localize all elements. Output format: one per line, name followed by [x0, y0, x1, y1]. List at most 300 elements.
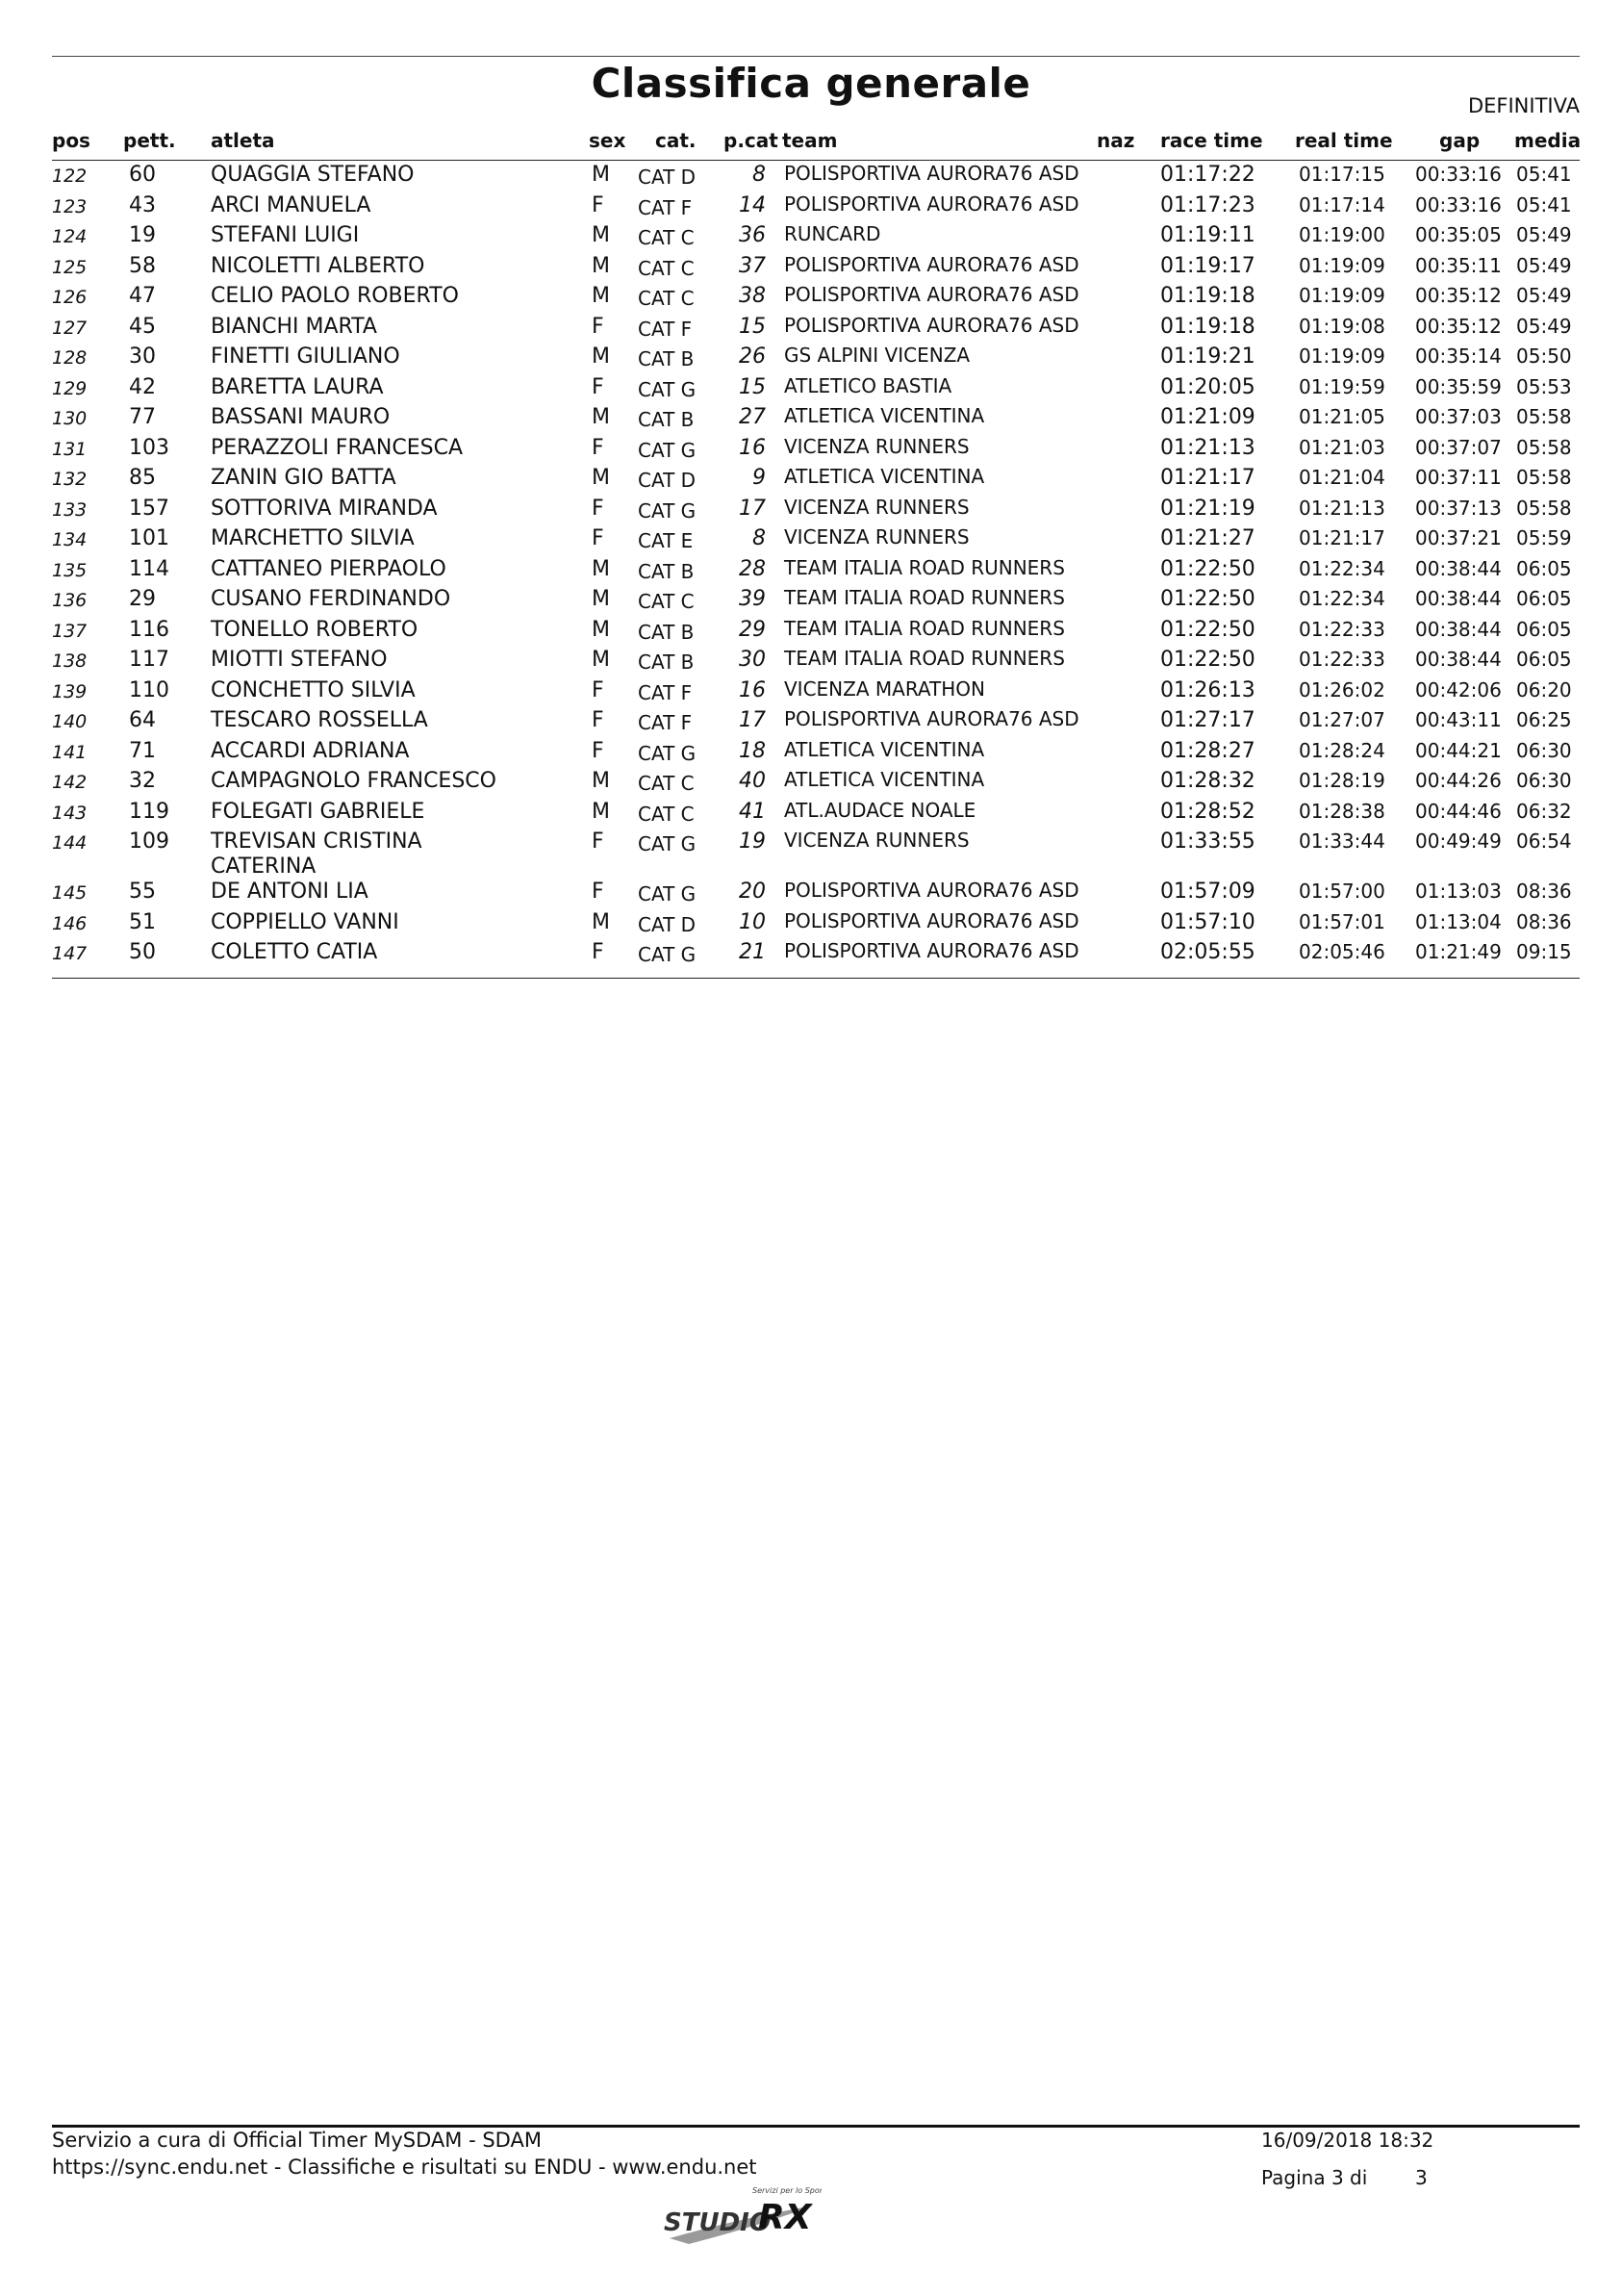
cell-race-time: 01:22:50: [1160, 648, 1255, 672]
table-row: [0, 908, 1622, 938]
cell-team: VICENZA RUNNERS: [784, 495, 970, 519]
cell-real-time: 01:33:44: [1299, 829, 1385, 853]
cell-gap: 00:49:49: [1415, 829, 1502, 853]
cell-category-position: 14: [739, 192, 766, 217]
cell-category: CAT B: [638, 347, 695, 370]
cell-race-time: 01:28:27: [1160, 738, 1255, 763]
cell-gap: 01:13:03: [1415, 880, 1502, 903]
cell-real-time: 01:19:09: [1299, 344, 1385, 368]
cell-category: CAT F: [638, 195, 693, 219]
cell-athlete: CATTANEO PIERPAOLO: [211, 556, 446, 581]
cell-team: RUNCARD: [784, 222, 881, 245]
cell-pett: 42: [129, 374, 156, 399]
cell-race-time: 01:21:17: [1160, 466, 1255, 490]
footer-page-total: 3: [1415, 2166, 1428, 2189]
cell-category-position: 16: [739, 677, 766, 702]
cell-category: CAT C: [638, 256, 695, 280]
page-title: Classifica generale: [591, 60, 1031, 107]
cell-real-time: 01:19:09: [1299, 284, 1385, 307]
cell-team: TEAM ITALIA ROAD RUNNERS: [784, 647, 1065, 670]
table-row: [0, 938, 1622, 968]
cell-pett: 32: [129, 769, 156, 793]
cell-category: CAT C: [638, 287, 695, 310]
cell-team: ATLETICO BASTIA: [784, 373, 952, 397]
cell-pace: 06:30: [1516, 738, 1572, 762]
cell-athlete: TONELLO ROBERTO: [211, 617, 418, 642]
cell-race-time: 01:17:22: [1160, 163, 1255, 187]
cell-category-position: 15: [739, 314, 766, 339]
cell-sex: F: [592, 708, 604, 732]
table-row: [0, 706, 1622, 736]
cell-team: POLISPORTIVA AURORA76 ASD: [784, 283, 1079, 306]
cell-race-time: 01:21:19: [1160, 496, 1255, 521]
cell-athlete: STEFANI LUIGI: [211, 223, 360, 247]
cell-athlete: TESCARO ROSSELLA: [211, 708, 428, 732]
col-pett: pett.: [123, 129, 176, 152]
cell-gap: 00:35:59: [1415, 374, 1502, 398]
cell-pace: 05:49: [1516, 284, 1572, 307]
cell-race-time: 01:22:50: [1160, 587, 1255, 611]
cell-pos: 124: [52, 226, 88, 247]
cell-pett: 60: [129, 163, 156, 187]
cell-category: CAT B: [638, 651, 695, 674]
cell-pos: 144: [52, 832, 88, 854]
cell-real-time: 01:19:59: [1299, 374, 1385, 398]
cell-category: CAT D: [638, 469, 697, 492]
table-row: [0, 464, 1622, 494]
cell-team: VICENZA RUNNERS: [784, 829, 970, 852]
col-atleta: atleta: [211, 129, 275, 152]
cell-team: POLISPORTIVA AURORA76 ASD: [784, 879, 1079, 902]
cell-pace: 05:49: [1516, 223, 1572, 246]
cell-race-time: 01:19:18: [1160, 314, 1255, 339]
status-label: DEFINITIVA: [1467, 94, 1580, 117]
cell-team: POLISPORTIVA AURORA76 ASD: [784, 908, 1079, 932]
cell-team: VICENZA RUNNERS: [784, 434, 970, 458]
cell-sex: F: [592, 677, 604, 702]
cell-category-position: 37: [739, 253, 766, 278]
cell-category: CAT C: [638, 590, 695, 613]
cell-category: CAT G: [638, 943, 697, 966]
cell-real-time: 01:22:34: [1299, 587, 1385, 610]
cell-category: CAT G: [638, 741, 697, 765]
cell-category: CAT C: [638, 772, 695, 795]
cell-race-time: 01:33:55: [1160, 829, 1255, 854]
cell-sex: M: [592, 799, 610, 824]
cell-athlete: FOLEGATI GABRIELE: [211, 799, 425, 824]
cell-gap: 01:13:04: [1415, 909, 1502, 933]
cell-category-position: 9: [752, 466, 766, 490]
cell-pos: 146: [52, 912, 88, 934]
cell-pace: 05:49: [1516, 314, 1572, 338]
cell-category: CAT G: [638, 882, 697, 906]
cell-team: ATLETICA VICENTINA: [784, 768, 985, 791]
cell-pett: 47: [129, 284, 156, 308]
cell-real-time: 01:21:04: [1299, 466, 1385, 489]
cell-athlete: CUSANO FERDINANDO: [211, 587, 451, 611]
table-row: [0, 343, 1622, 372]
cell-pos: 142: [52, 772, 88, 793]
cell-team: ATLETICA VICENTINA: [784, 737, 985, 761]
cell-pett: 114: [129, 556, 169, 581]
cell-team: VICENZA RUNNERS: [784, 525, 970, 548]
col-real-time: real time: [1295, 129, 1393, 152]
cell-real-time: 01:57:00: [1299, 880, 1385, 903]
cell-category: CAT F: [638, 317, 693, 341]
cell-real-time: 01:26:02: [1299, 677, 1385, 702]
cell-sex: M: [592, 163, 610, 187]
cell-pace: 06:05: [1516, 587, 1572, 610]
col-team: team: [782, 129, 838, 152]
cell-gap: 00:44:46: [1415, 799, 1502, 823]
col-media: media: [1514, 129, 1582, 152]
cell-pace: 05:58: [1516, 435, 1572, 459]
cell-team: POLISPORTIVA AURORA76 ASD: [784, 313, 1079, 337]
cell-pett: 157: [129, 496, 169, 521]
cell-sex: M: [592, 587, 610, 611]
svg-text:STUDIO: STUDIO: [664, 2208, 771, 2237]
cell-category: CAT G: [638, 832, 697, 855]
cell-pos: 135: [52, 559, 88, 581]
cell-pos: 132: [52, 469, 88, 490]
table-bottom-rule: [52, 978, 1580, 979]
top-rule: [52, 56, 1580, 57]
cell-category: CAT B: [638, 408, 695, 431]
table-row: [0, 161, 1622, 191]
cell-athlete: COLETTO CATIA: [211, 940, 378, 964]
table-row: [0, 403, 1622, 433]
cell-pace: 08:36: [1516, 880, 1572, 903]
cell-sex: M: [592, 648, 610, 672]
cell-category: CAT B: [638, 559, 695, 583]
cell-pett: 19: [129, 223, 156, 247]
table-row: [0, 221, 1622, 251]
cell-pett: 55: [129, 880, 156, 904]
table-row: [0, 828, 1622, 878]
table-row: [0, 555, 1622, 585]
cell-category-position: 38: [739, 284, 766, 308]
cell-category-position: 18: [739, 738, 766, 763]
cell-pett: 50: [129, 940, 156, 964]
cell-sex: F: [592, 435, 604, 460]
svg-text:RX: RX: [758, 2198, 812, 2237]
cell-category: CAT F: [638, 680, 693, 704]
cell-pos: 134: [52, 529, 88, 550]
cell-pett: 103: [129, 435, 169, 460]
cell-category-position: 8: [752, 163, 766, 187]
cell-real-time: 01:17:14: [1299, 192, 1385, 217]
footer-datetime: 16/09/2018 18:32: [1261, 2129, 1434, 2152]
cell-real-time: 01:22:34: [1299, 556, 1385, 580]
cell-sex: M: [592, 909, 610, 934]
col-pos: pos: [52, 129, 90, 152]
cell-team: ATLETICA VICENTINA: [784, 465, 985, 488]
cell-race-time: 01:21:09: [1160, 405, 1255, 429]
cell-real-time: 01:17:15: [1299, 163, 1385, 186]
col-gap: gap: [1439, 129, 1481, 152]
table-row: [0, 191, 1622, 221]
cell-pace: 08:36: [1516, 909, 1572, 933]
cell-category: CAT D: [638, 912, 697, 936]
table-row: [0, 798, 1622, 828]
cell-pett: 43: [129, 192, 156, 217]
col-naz: naz: [1097, 129, 1135, 152]
cell-athlete: DE ANTONI LIA: [211, 880, 368, 904]
cell-gap: 00:37:11: [1415, 466, 1502, 489]
cell-athlete: ACCARDI ADRIANA: [211, 738, 410, 763]
table-row: [0, 495, 1622, 524]
cell-athlete: BASSANI MAURO: [211, 405, 391, 429]
cell-gap: 00:33:16: [1415, 163, 1502, 186]
cell-sex: F: [592, 829, 604, 854]
cell-gap: 00:38:44: [1415, 648, 1502, 671]
cell-team: POLISPORTIVA AURORA76 ASD: [784, 191, 1079, 216]
cell-race-time: 01:26:13: [1160, 677, 1255, 702]
cell-category-position: 41: [739, 799, 766, 824]
table-row: [0, 737, 1622, 767]
cell-category-position: 17: [739, 708, 766, 732]
footer-service: Servizio a cura di Official Timer MySDAM - SDAM: [52, 2129, 542, 2152]
cell-athlete: CELIO PAOLO ROBERTO: [211, 284, 459, 308]
cell-gap: 00:42:06: [1415, 677, 1502, 702]
cell-sex: M: [592, 344, 610, 369]
table-row: [0, 767, 1622, 797]
cell-race-time: 01:19:21: [1160, 344, 1255, 369]
cell-sex: M: [592, 556, 610, 581]
cell-athlete: FINETTI GIULIANO: [211, 344, 400, 369]
cell-pett: 64: [129, 708, 156, 732]
cell-real-time: 01:28:38: [1299, 799, 1385, 823]
table-row: [0, 282, 1622, 312]
cell-real-time: 01:22:33: [1299, 648, 1385, 671]
cell-category: CAT G: [638, 377, 697, 401]
cell-race-time: 01:57:10: [1160, 909, 1255, 934]
cell-race-time: 01:19:17: [1160, 253, 1255, 278]
cell-race-time: 01:28:32: [1160, 769, 1255, 793]
cell-real-time: 01:28:24: [1299, 738, 1385, 762]
table-row: [0, 252, 1622, 282]
cell-team: TEAM ITALIA ROAD RUNNERS: [784, 555, 1065, 579]
cell-category: CAT E: [638, 529, 694, 552]
cell-pos: 126: [52, 287, 88, 308]
cell-category-position: 39: [739, 587, 766, 611]
studio-rx-logo: [660, 2181, 822, 2250]
cell-pett: 29: [129, 587, 156, 611]
cell-category-position: 21: [739, 940, 766, 964]
cell-sex: M: [592, 617, 610, 642]
cell-category-position: 36: [739, 223, 766, 247]
cell-athlete: COPPIELLO VANNI: [211, 909, 399, 934]
cell-category-position: 10: [739, 909, 766, 934]
cell-sex: F: [592, 192, 604, 217]
cell-gap: 00:37:21: [1415, 526, 1502, 549]
cell-category: CAT C: [638, 802, 695, 826]
table-row: [0, 616, 1622, 646]
col-cat: cat.: [655, 129, 697, 152]
cell-pos: 137: [52, 620, 88, 642]
cell-gap: 00:37:03: [1415, 405, 1502, 428]
cell-sex: M: [592, 284, 610, 308]
cell-pos: 136: [52, 590, 88, 611]
cell-pett: 101: [129, 526, 169, 550]
cell-pett: 116: [129, 617, 169, 642]
cell-pos: 140: [52, 711, 88, 732]
cell-pos: 138: [52, 651, 88, 672]
cell-race-time: 01:22:50: [1160, 556, 1255, 581]
cell-pos: 139: [52, 680, 88, 702]
cell-category: CAT D: [638, 166, 697, 189]
cell-team: POLISPORTIVA AURORA76 ASD: [784, 252, 1079, 276]
cell-pace: 06:05: [1516, 648, 1572, 671]
cell-category-position: 8: [752, 526, 766, 550]
cell-athlete: SOTTORIVA MIRANDA: [211, 496, 438, 521]
cell-category: CAT C: [638, 226, 695, 249]
cell-pos: 143: [52, 802, 88, 824]
cell-category-position: 28: [739, 556, 766, 581]
cell-pos: 129: [52, 377, 88, 399]
cell-pett: 71: [129, 738, 156, 763]
cell-pace: 05:53: [1516, 374, 1572, 398]
cell-pos: 133: [52, 498, 88, 521]
cell-pace: 06:05: [1516, 617, 1572, 641]
cell-real-time: 01:21:17: [1299, 526, 1385, 549]
cell-pett: 77: [129, 405, 156, 429]
cell-sex: M: [592, 466, 610, 490]
cell-pos: 130: [52, 408, 88, 429]
cell-pace: 06:32: [1516, 799, 1572, 823]
cell-gap: 00:35:14: [1415, 344, 1502, 368]
cell-gap: 00:37:07: [1415, 435, 1502, 459]
cell-sex: F: [592, 374, 604, 399]
cell-pett: 45: [129, 314, 156, 339]
cell-pett: 30: [129, 344, 156, 369]
cell-real-time: 01:22:33: [1299, 617, 1385, 641]
cell-pos: 147: [52, 943, 88, 964]
cell-gap: 00:35:11: [1415, 253, 1502, 277]
cell-race-time: 01:21:27: [1160, 526, 1255, 550]
cell-gap: 00:35:05: [1415, 223, 1502, 246]
cell-gap: 00:38:44: [1415, 617, 1502, 641]
cell-category-position: 15: [739, 374, 766, 399]
col-sex: sex: [589, 129, 626, 152]
cell-gap: 00:33:16: [1415, 192, 1502, 217]
cell-athlete: ARCI MANUELA: [211, 192, 371, 217]
cell-gap: 00:44:21: [1415, 738, 1502, 762]
cell-race-time: 01:21:13: [1160, 435, 1255, 460]
cell-category-position: 40: [739, 769, 766, 793]
cell-race-time: 01:20:05: [1160, 374, 1255, 399]
cell-team: POLISPORTIVA AURORA76 ASD: [784, 162, 1079, 185]
cell-pett: 109: [129, 829, 169, 854]
col-race-time: race time: [1160, 129, 1263, 152]
cell-pace: 06:20: [1516, 677, 1572, 702]
cell-pace: 05:58: [1516, 466, 1572, 489]
cell-pos: 127: [52, 317, 88, 339]
cell-pace: 06:25: [1516, 708, 1572, 731]
cell-real-time: 01:19:09: [1299, 253, 1385, 277]
cell-pos: 131: [52, 438, 88, 460]
cell-pett: 119: [129, 799, 169, 824]
cell-pett: 117: [129, 648, 169, 672]
cell-gap: 00:35:12: [1415, 314, 1502, 338]
cell-race-time: 02:05:55: [1160, 940, 1255, 964]
table-row: [0, 878, 1622, 907]
cell-pace: 05:41: [1516, 163, 1572, 186]
cell-category-position: 29: [739, 617, 766, 642]
cell-pace: 06:30: [1516, 769, 1572, 792]
cell-race-time: 01:19:11: [1160, 223, 1255, 247]
footer-rule: [52, 2125, 1580, 2128]
cell-race-time: 01:27:17: [1160, 708, 1255, 732]
cell-sex: F: [592, 314, 604, 339]
cell-pos: 125: [52, 256, 88, 278]
cell-real-time: 02:05:46: [1299, 940, 1385, 963]
cell-category: CAT G: [638, 498, 697, 523]
cell-athlete: MARCHETTO SILVIA: [211, 526, 415, 550]
cell-gap: 00:37:13: [1415, 496, 1502, 520]
cell-race-time: 01:22:50: [1160, 617, 1255, 642]
cell-sex: F: [592, 496, 604, 521]
cell-team: POLISPORTIVA AURORA76 ASD: [784, 707, 1079, 730]
cell-team: TEAM ITALIA ROAD RUNNERS: [784, 586, 1065, 609]
footer-website: https://sync.endu.net - Classifiche e risultati su ENDU - www.endu.net: [52, 2156, 757, 2179]
cell-pos: 122: [52, 166, 88, 187]
table-row: [0, 585, 1622, 615]
cell-real-time: 01:19:08: [1299, 314, 1385, 338]
cell-pos: 123: [52, 195, 88, 217]
table-row: [0, 524, 1622, 554]
cell-sex: F: [592, 526, 604, 550]
cell-race-time: 01:28:52: [1160, 799, 1255, 824]
cell-category-position: 16: [739, 435, 766, 460]
cell-real-time: 01:21:05: [1299, 405, 1385, 428]
cell-pace: 05:49: [1516, 253, 1572, 277]
cell-gap: 00:35:12: [1415, 284, 1502, 307]
cell-athlete: TREVISAN CRISTINA CATERINA: [211, 829, 422, 879]
cell-pos: 141: [52, 741, 88, 763]
cell-pos: 128: [52, 347, 88, 369]
table-row: [0, 373, 1622, 403]
cell-pos: 145: [52, 882, 88, 904]
cell-race-time: 01:57:09: [1160, 880, 1255, 904]
cell-sex: M: [592, 253, 610, 278]
cell-pett: 58: [129, 253, 156, 278]
cell-athlete: PERAZZOLI FRANCESCA: [211, 435, 464, 460]
cell-category: CAT B: [638, 620, 695, 644]
cell-real-time: 01:21:03: [1299, 435, 1385, 459]
cell-category: CAT G: [638, 438, 697, 462]
cell-gap: 00:38:44: [1415, 587, 1502, 610]
cell-athlete: MIOTTI STEFANO: [211, 648, 388, 672]
cell-pace: 06:54: [1516, 829, 1572, 853]
cell-pace: 05:58: [1516, 496, 1572, 520]
cell-athlete: QUAGGIA STEFANO: [211, 163, 415, 187]
cell-pett: 85: [129, 466, 156, 490]
cell-pace: 05:50: [1516, 344, 1572, 368]
cell-category-position: 19: [739, 829, 766, 854]
cell-category-position: 17: [739, 496, 766, 521]
cell-team: GS ALPINI VICENZA: [784, 344, 971, 367]
cell-gap: 00:44:26: [1415, 769, 1502, 792]
cell-category-position: 30: [739, 648, 766, 672]
cell-sex: M: [592, 223, 610, 247]
cell-pace: 09:15: [1516, 940, 1572, 963]
cell-sex: F: [592, 940, 604, 964]
table-row: [0, 434, 1622, 464]
cell-pace: 05:41: [1516, 192, 1572, 217]
cell-sex: M: [592, 769, 610, 793]
cell-pett: 110: [129, 677, 169, 702]
